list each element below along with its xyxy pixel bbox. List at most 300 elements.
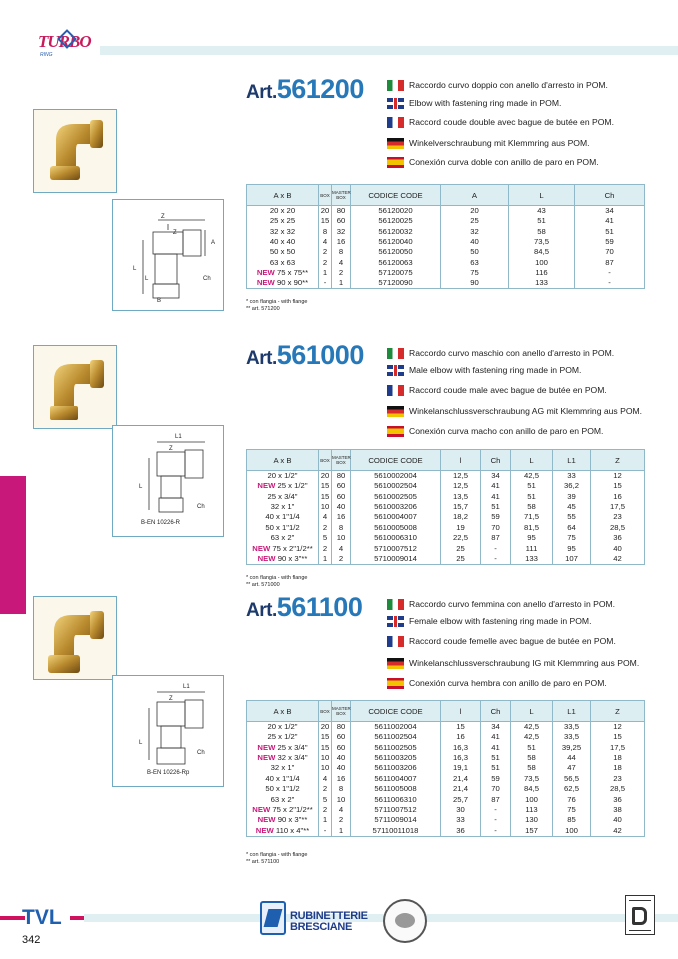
cell-box: 1 [319, 554, 332, 565]
cell-c4: 33 [553, 471, 591, 482]
size-value: 32 x 1" [270, 763, 295, 773]
cell-c3: 58 [511, 763, 553, 773]
cell-c3: 58 [511, 502, 553, 512]
spain-flag-icon [387, 157, 404, 168]
table-row [247, 753, 645, 763]
size-cell [247, 523, 319, 533]
cell-c3: 42,5 [511, 471, 553, 482]
column-header: BOX [319, 185, 332, 206]
cell-box: 4 [319, 512, 332, 522]
column-header: Z [591, 701, 645, 722]
table-row [247, 512, 645, 522]
cell-code: 56120040 [351, 237, 441, 247]
cell-c3: 95 [511, 533, 553, 543]
cell-master: 10 [332, 533, 351, 543]
cell-c2: 59 [481, 512, 511, 522]
cell-box: 15 [319, 481, 332, 491]
article-title [246, 74, 364, 105]
cell-code: 5611002504 [351, 732, 441, 742]
new-badge: NEW [252, 804, 271, 814]
size-value: 32 x 1" [270, 501, 295, 511]
cell-c3: 111 [511, 543, 553, 553]
cell-box: 4 [319, 774, 332, 784]
drawing-label: L [145, 276, 149, 282]
cell-c5: 17,5 [591, 742, 645, 752]
note: ** art. 571000 [246, 582, 280, 588]
cell-master: 16 [332, 237, 351, 247]
table-row [247, 826, 645, 837]
cell-c3: 157 [511, 826, 553, 837]
article-number: 561100 [276, 592, 363, 622]
brand-mark-icon [260, 901, 286, 935]
article-prefix: Art. [246, 348, 277, 369]
cell-c2: 41 [481, 732, 511, 742]
cell-c3: - [575, 268, 645, 278]
size-cell [247, 258, 319, 268]
cell-c1: 12,5 [441, 471, 481, 482]
cell-c1: 32 [441, 226, 509, 236]
cell-master: 60 [332, 742, 351, 752]
description-de: Winkelanschlussverschraubung IG mit Klemmring aus POM. [387, 657, 639, 669]
cell-c2: - [481, 815, 511, 825]
cell-c1: 50 [441, 247, 509, 257]
column-header: BOX [319, 701, 332, 722]
cell-c5: 38 [591, 805, 645, 815]
cell-c1: 22,5 [441, 533, 481, 543]
cell-c1: 16,3 [441, 753, 481, 763]
description-it: Raccordo curvo doppio con anello d'arresto in POM. [387, 79, 608, 91]
size-cell [247, 471, 319, 482]
cell-box: 2 [319, 523, 332, 533]
new-badge: NEW [257, 752, 276, 762]
cell-c5: 28,5 [591, 523, 645, 533]
cell-c1: 16 [441, 732, 481, 742]
table-row [247, 763, 645, 773]
article-prefix: Art. [246, 82, 277, 103]
cell-c4: 75 [553, 533, 591, 543]
size-cell [247, 226, 319, 236]
cell-c5: 42 [591, 826, 645, 837]
technical-drawing [112, 199, 224, 311]
cell-c2: 73,5 [509, 237, 575, 247]
note: ** art. 571100 [246, 859, 280, 865]
size-value: 110 x 4"** [275, 825, 310, 835]
new-badge: NEW [257, 815, 276, 825]
cell-c2: 43 [509, 206, 575, 217]
table-notes [246, 575, 307, 589]
new-badge: NEW [257, 553, 276, 563]
cell-master: 2 [332, 554, 351, 565]
column-header: L [509, 185, 575, 206]
cell-c3: 70 [575, 247, 645, 257]
cell-c3: 34 [575, 206, 645, 217]
cell-c2: - [481, 826, 511, 837]
cell-master: 32 [332, 226, 351, 236]
elbow-photo-icon [34, 346, 117, 429]
size-cell [247, 268, 319, 278]
cell-box: 15 [319, 491, 332, 501]
cell-c4: 76 [553, 794, 591, 804]
column-header: MASTER BOX [332, 185, 351, 206]
cell-c5: 36 [591, 533, 645, 543]
cell-master: 60 [332, 216, 351, 226]
column-header: L1 [553, 701, 591, 722]
description-es: Conexión curva macho con anillo de paro en POM. [387, 425, 603, 437]
cell-box: 5 [319, 533, 332, 543]
size-cell [247, 247, 319, 257]
italy-flag-icon [387, 348, 404, 359]
size-value: 25 x 25 [269, 216, 296, 226]
cell-code: 5610005008 [351, 523, 441, 533]
column-header: A x B [247, 450, 319, 471]
drawing-label: Z [169, 696, 173, 702]
cell-c1: 25 [441, 216, 509, 226]
drawing-label: Ch [197, 750, 205, 756]
size-value: 50 x 1"1/2 [265, 784, 300, 794]
size-value: 75 x 75** [276, 268, 309, 278]
cell-c4: 33,5 [553, 722, 591, 733]
column-header: Ch [481, 450, 511, 471]
cell-c2: 87 [481, 533, 511, 543]
cell-box: 20 [319, 471, 332, 482]
cell-box: 2 [319, 784, 332, 794]
cell-c5: 23 [591, 774, 645, 784]
cell-c4: 75 [553, 805, 591, 815]
spain-flag-icon [387, 678, 404, 689]
column-header: L [511, 701, 553, 722]
cell-c4: 95 [553, 543, 591, 553]
size-value: 20 x 1/2" [267, 722, 298, 731]
cell-c4: 39,25 [553, 742, 591, 752]
new-badge: NEW [257, 481, 276, 491]
cell-box: 15 [319, 742, 332, 752]
cell-box: 5 [319, 794, 332, 804]
cell-master: 2 [332, 268, 351, 278]
table-row [247, 471, 645, 482]
column-header: l [441, 450, 481, 471]
size-cell [247, 774, 319, 784]
cell-code: 5710007512 [351, 543, 441, 553]
cell-c3: 42,5 [511, 732, 553, 742]
table-row [247, 258, 645, 268]
cell-c2: - [481, 554, 511, 565]
chapter-tab [0, 476, 26, 614]
cell-c3: 130 [511, 815, 553, 825]
size-cell [247, 784, 319, 794]
cell-master: 10 [332, 794, 351, 804]
cell-c5: 40 [591, 543, 645, 553]
drawing-label: L [139, 740, 143, 746]
spec-table [246, 700, 645, 837]
size-value: 63 x 63 [269, 257, 296, 267]
cell-box: 15 [319, 732, 332, 742]
article-title [246, 340, 364, 371]
cell-code: 56120032 [351, 226, 441, 236]
cell-c4: 107 [553, 554, 591, 565]
cell-c3: 51 [575, 226, 645, 236]
cell-master: 40 [332, 763, 351, 773]
cell-master: 8 [332, 523, 351, 533]
column-header: A x B [247, 701, 319, 722]
spain-flag-icon [387, 426, 404, 437]
note: * con flangia - with flange [246, 299, 308, 305]
size-cell [247, 278, 319, 289]
header-bar [100, 46, 678, 55]
cell-c4: 85 [553, 815, 591, 825]
column-header: MASTER BOX [332, 450, 351, 471]
group-logo-icon [625, 895, 655, 935]
article-title [246, 592, 362, 623]
size-cell [247, 763, 319, 773]
new-badge: NEW [256, 278, 275, 288]
cell-master: 80 [332, 471, 351, 482]
cell-box: - [319, 826, 332, 837]
description-es: Conexión curva doble con anillo de paro en POM. [387, 156, 599, 168]
cell-c4: 64 [553, 523, 591, 533]
column-header: CODICE CODE [351, 185, 441, 206]
cell-c1: 30 [441, 805, 481, 815]
table-row [247, 502, 645, 512]
cell-c5: 36 [591, 794, 645, 804]
cell-code: 5611003205 [351, 753, 441, 763]
cell-master: 80 [332, 206, 351, 217]
cell-master: 1 [332, 826, 351, 837]
description-fr: Raccord coude male avec bague de butée en POM. [387, 384, 607, 396]
cell-code: 5610003206 [351, 502, 441, 512]
size-value: 25 x 1/2" [267, 732, 298, 742]
elbow-drawing-icon [113, 200, 224, 311]
footer-accent [70, 916, 84, 920]
uk-flag-icon [387, 616, 404, 627]
spec-table [246, 184, 645, 289]
cell-c5: 15 [591, 481, 645, 491]
cell-c3: 51 [511, 742, 553, 752]
cell-c4: 55 [553, 512, 591, 522]
cell-c2: 58 [509, 226, 575, 236]
cell-c5: 18 [591, 763, 645, 773]
table-row [247, 491, 645, 501]
cell-c3: 81,5 [511, 523, 553, 533]
drawing-label: Z [169, 446, 173, 452]
cell-c3: 87 [575, 258, 645, 268]
cell-c3: 51 [511, 491, 553, 501]
cell-master: 2 [332, 815, 351, 825]
cell-c2: 84,5 [509, 247, 575, 257]
column-header: L1 [553, 450, 591, 471]
cell-box: 10 [319, 763, 332, 773]
size-cell [247, 502, 319, 512]
column-header: CODICE CODE [351, 701, 441, 722]
cell-c1: 25 [441, 543, 481, 553]
cell-box: 1 [319, 815, 332, 825]
size-value: 50 x 50 [269, 247, 296, 257]
size-cell [247, 237, 319, 247]
technical-drawing [112, 425, 224, 537]
table-row [247, 268, 645, 278]
size-cell [247, 805, 319, 815]
cell-master: 60 [332, 732, 351, 742]
size-cell [247, 753, 319, 763]
description-de: Winkelanschlussverschraubung AG mit Klemmring aus POM. [387, 405, 642, 417]
size-value: 40 x 1"1/4 [265, 512, 300, 522]
cell-code: 5611006310 [351, 794, 441, 804]
cell-code: 5610002504 [351, 481, 441, 491]
cell-c1: 75 [441, 268, 509, 278]
cell-c4: 44 [553, 753, 591, 763]
drawing-label: Z [161, 214, 165, 220]
column-header: A x B [247, 185, 319, 206]
cell-box: 2 [319, 247, 332, 257]
cell-master: 1 [332, 278, 351, 289]
drawing-label: Z [173, 230, 177, 236]
cell-box: 20 [319, 206, 332, 217]
cell-c4: 47 [553, 763, 591, 773]
size-value: 90 x 90** [276, 278, 309, 288]
size-cell [247, 826, 319, 837]
italy-flag-icon [387, 80, 404, 91]
table-row [247, 732, 645, 742]
column-header: L [511, 450, 553, 471]
table-row [247, 805, 645, 815]
table-row [247, 237, 645, 247]
cell-c1: 36 [441, 826, 481, 837]
table-row [247, 543, 645, 553]
description-de: Winkelverschraubung mit Klemmring aus POM. [387, 137, 590, 149]
drawing-label: A [211, 240, 216, 246]
cell-c1: 19,1 [441, 763, 481, 773]
table-row [247, 533, 645, 543]
new-badge: NEW [257, 742, 276, 752]
uk-flag-icon [387, 365, 404, 376]
cell-c5: 18 [591, 753, 645, 763]
spec-table [246, 449, 645, 565]
size-cell [247, 732, 319, 742]
table-row [247, 206, 645, 217]
cell-code: 57120090 [351, 278, 441, 289]
cell-master: 4 [332, 543, 351, 553]
germany-flag-icon [387, 658, 404, 669]
cell-code: 5711009014 [351, 815, 441, 825]
cell-code: 57120075 [351, 268, 441, 278]
cell-c5: 12 [591, 471, 645, 482]
new-badge: NEW [256, 268, 275, 278]
size-value: 90 x 3"** [277, 815, 308, 825]
size-value: 32 x 3/4" [277, 752, 308, 762]
brand-name-line2: BRESCIANE [290, 921, 353, 933]
cell-c2: 70 [481, 784, 511, 794]
description-en: Female elbow with fastening ring made in POM. [387, 615, 591, 627]
size-cell [247, 216, 319, 226]
description-fr: Raccord coude femelle avec bague de butée en POM. [387, 635, 616, 647]
cell-code: 5610002004 [351, 471, 441, 482]
cell-c1: 15 [441, 722, 481, 733]
cell-master: 60 [332, 491, 351, 501]
cell-box: 8 [319, 226, 332, 236]
size-cell [247, 722, 319, 733]
column-header: CODICE CODE [351, 450, 441, 471]
product-photo [33, 345, 117, 429]
cell-c2: 51 [481, 502, 511, 512]
cell-c5: 15 [591, 732, 645, 742]
table-row [247, 774, 645, 784]
table-row [247, 226, 645, 236]
cell-box: 4 [319, 237, 332, 247]
cell-master: 8 [332, 247, 351, 257]
column-header: BOX [319, 450, 332, 471]
description-en: Male elbow with fastening ring made in POM. [387, 364, 581, 376]
cell-c1: 90 [441, 278, 509, 289]
cell-c5: 16 [591, 491, 645, 501]
size-value: 25 x 3/4" [277, 742, 308, 752]
cell-code: 56120020 [351, 206, 441, 217]
size-cell [247, 481, 319, 491]
size-value: 75 x 2"1/2** [272, 543, 313, 553]
size-value: 50 x 1"1/2 [265, 522, 300, 532]
cell-c2: 51 [509, 216, 575, 226]
france-flag-icon [387, 636, 404, 647]
note: * con flangia - with flange [246, 852, 308, 858]
cell-box: 15 [319, 216, 332, 226]
drawing-label: Ch [203, 276, 211, 282]
cell-c5: 12 [591, 722, 645, 733]
cell-master: 16 [332, 774, 351, 784]
cell-code: 56120050 [351, 247, 441, 257]
tvl-logo: TVL [22, 906, 62, 929]
cell-c4: 56,5 [553, 774, 591, 784]
cell-c3: 51 [511, 481, 553, 491]
product-photo [33, 596, 117, 680]
cell-c3: 59 [575, 237, 645, 247]
cell-c1: 12,5 [441, 481, 481, 491]
cell-c1: 15,7 [441, 502, 481, 512]
cell-c4: 62,5 [553, 784, 591, 794]
size-value: 40 x 1"1/4 [265, 773, 300, 783]
size-value: 20 x 20 [269, 206, 296, 215]
cell-box: 2 [319, 258, 332, 268]
cell-c1: 20 [441, 206, 509, 217]
cell-code: 5611004007 [351, 774, 441, 784]
description-fr: Raccord coude double avec bague de butée en POM. [387, 116, 614, 128]
column-header: A [441, 185, 509, 206]
logo-subtext: RING [40, 52, 53, 58]
drawing-label: B [157, 298, 162, 304]
cell-c2: 51 [481, 763, 511, 773]
description-en: Elbow with fastening ring made in POM. [387, 97, 561, 109]
description-it: Raccordo curvo maschio con anello d'arresto in POM. [387, 347, 614, 359]
cell-c3: 84,5 [511, 784, 553, 794]
article-number: 561200 [276, 74, 364, 104]
cell-code: 5711007512 [351, 805, 441, 815]
drawing-label: B-EN 10226-R [141, 520, 181, 526]
description-es: Conexión curva hembra con anillo de paro en POM. [387, 677, 607, 689]
table-row [247, 247, 645, 257]
cell-c2: 59 [481, 774, 511, 784]
drawing-label: L [133, 266, 137, 272]
cell-c3: 100 [511, 794, 553, 804]
cell-c1: 25 [441, 554, 481, 565]
size-value: 25 x 1/2" [277, 481, 308, 491]
table-row [247, 523, 645, 533]
cell-box: 20 [319, 722, 332, 733]
size-value: 32 x 32 [269, 226, 296, 236]
size-cell [247, 543, 319, 553]
elbow-photo-icon [34, 110, 117, 193]
size-value: 63 x 2" [270, 533, 295, 543]
cell-c2: 41 [481, 491, 511, 501]
size-cell [247, 554, 319, 565]
cell-c4: 36,2 [553, 481, 591, 491]
cell-master: 8 [332, 784, 351, 794]
